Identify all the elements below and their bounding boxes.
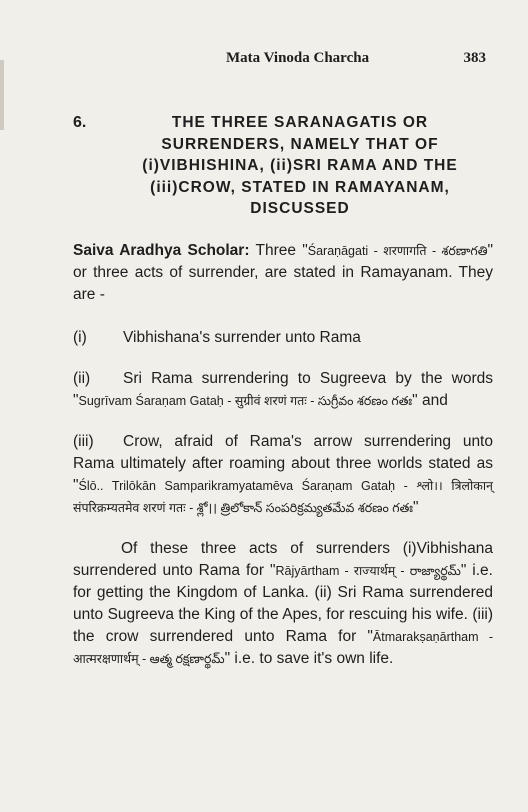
list-item-quote: Ślō.. Trilōkān Samparikramyatamēva Śaraṇam Gataḥ - श्लो।। त्रिलोकान् संपरिक्रम्यतमेव शरणं गतः - శ్లో।। త్రిలోకాన్ సంపరిక్రమ్యతమేవ శరణం గతః: [73, 479, 493, 515]
section-number: 6.: [73, 114, 87, 131]
page-number: 383: [463, 50, 486, 66]
body-text: [73, 240, 493, 670]
heading-line: (iii)CROW, STATED IN RAMAYANAM,: [150, 178, 450, 196]
list-item-quote: Sugrīvam Śaraṇam Gataḥ - सुग्रीवं शरणं गतः - సుగ్రీవం శరణం గతః: [78, 394, 413, 408]
heading-line: DISCUSSED: [250, 200, 350, 217]
list-item-tail: ": [413, 499, 419, 516]
list-item: [73, 327, 493, 349]
term-rajyartham: Rājyārtham - राज्यार्थम् - రాజ్యార్థమ్: [275, 564, 461, 578]
intro-paragraph: [73, 240, 493, 306]
closing-text-2: " i.e. for getting the Kingdom of Lanka. (ii) Sri Rama surrendered unto Sugreeva the King of the Apes, for rescuing his wife. (iii) the crow surrendered unto Rama for ": [73, 562, 493, 645]
heading-line: (i)VIBHISHINA, (ii)SRI RAMA AND THE: [142, 157, 458, 174]
heading-line: THE THREE SARANAGATIS OR: [171, 114, 429, 131]
intro-text-1: Three ": [249, 242, 308, 259]
list-item: [73, 368, 493, 412]
list-item-label: (ii): [73, 370, 91, 387]
closing-text-1: Of these three acts of surrenders (i)Vibhishana surrendered unto Rama for ": [73, 540, 493, 579]
running-title: Mata Vinoda Charcha: [226, 50, 370, 66]
list-item-tail: " and: [412, 392, 448, 409]
page-edge-shadow: [0, 60, 4, 130]
term-saranagati: Śaraṇāgati - शरणागति - శరణాగతి: [307, 244, 488, 258]
term-atmarakshanartham: Ātmarakṣaṇārtham - आत्मरक्षणार्थम् - ఆత్మ రక్షణార్థమ్: [73, 630, 494, 666]
list-item-label: (iii): [73, 433, 94, 450]
list-item-text: Sri Rama surrendering to Sugreeva by the words ": [73, 370, 493, 409]
list-item-label: (i): [73, 329, 87, 346]
heading-line: SURRENDERS, NAMELY THAT OF: [161, 135, 439, 153]
intro-text-2: " or three acts of surrender, are stated in Ramayanam. They are -: [73, 242, 493, 303]
list-item-text: Vibhishana's surrender unto Rama: [123, 329, 361, 346]
closing-paragraph: [73, 538, 493, 670]
section-heading: [130, 112, 470, 220]
closing-text-3: " i.e. to save it's own life.: [224, 650, 394, 667]
list-item-text: Crow, afraid of Rama's arrow surrendering unto Rama ultimately after roaming about three worlds stated as ": [73, 433, 493, 494]
list-item: [73, 431, 493, 519]
page-header: [0, 50, 528, 70]
speaker-label: Saiva Aradhya Scholar:: [73, 242, 250, 259]
